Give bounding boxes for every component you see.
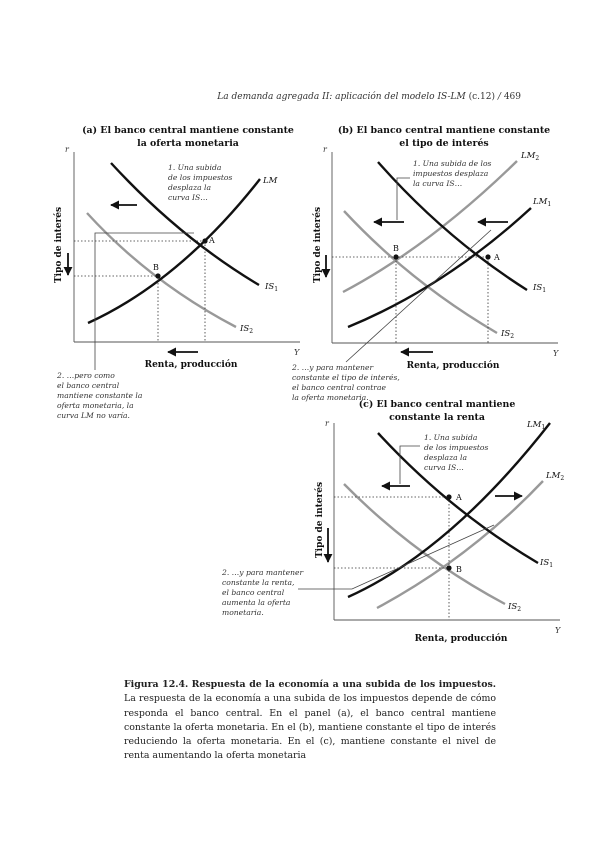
panel-b-note2 [291,363,400,402]
panel-b-lm1-label: $LM_1$ [533,197,552,208]
panel-b-note2-leader [346,230,491,362]
running-header [216,91,521,102]
panel-a-title-line1: (a) El banco central mantiene constante [82,125,294,136]
panel-c-note2-line5: monetaria. [222,608,264,617]
panel-c-r-label: r [325,419,329,428]
panel-b-lm1-curve [348,208,531,327]
panel-a-is1-label: $IS_1$ [265,282,279,293]
panel-c-y-axis-title: Tipo de interés [315,481,325,559]
panel-b-y-label: Y [553,349,559,358]
panel-b-title-line1: (b) El banco central mantiene constante [337,125,551,136]
panel-b-note2-line1: 2. …y para mantener [292,363,374,372]
panel-c-note1-line4: curva IS… [424,463,464,472]
panel-b-note1-line1: 1. Una subida de los [413,159,492,168]
panel-c-title-line1: (c) El banco central mantiene [358,399,516,410]
panel-b [291,125,559,402]
panel-a-y-label: Y [294,348,300,357]
panel-a-is2-curve [87,213,236,327]
panel-a-point-a [202,238,207,243]
panel-b-lm2-label: $LM_2$ [521,151,540,162]
panel-a-y-axis-title: Tipo de interés [54,206,64,284]
panel-b-y-axis-title: Tipo de interés [313,206,323,284]
panel-c-note2-line1: 2. …y para mantener [222,568,304,577]
panel-a-note2-line1: 2. …pero como [57,371,115,380]
panel-b-note2-line3: el banco central contrae [292,383,386,392]
panel-a-note2 [56,371,143,420]
panel-c-y-label: Y [555,626,561,635]
panel-b-note2-line2: constante el tipo de interés, [292,373,400,382]
caption-label: Figura 12.4. [124,679,189,690]
panel-a-note1-line2: de los impuestos [168,173,233,182]
panel-c-point-b-label: B [456,565,462,574]
panel-a-note1 [168,163,232,202]
panel-b-is2-label: $IS_2$ [501,329,515,340]
panel-c-lm1-label: $LM_1$ [527,420,546,431]
panel-c-note2-line4: aumenta la oferta [222,598,291,607]
panel-c-lm2-label: $LM_2$ [546,471,565,482]
panel-c-is1-label: $IS_1$ [540,558,554,569]
running-title: La demanda agregada II: aplicación del modelo IS-LM [217,92,466,102]
panel-b-title-line2: el tipo de interés [399,138,489,149]
panel-c-point-b [446,565,451,570]
panel-a-point-b-label: B [153,263,159,272]
panel-b-point-a-label: A [494,253,500,262]
panel-a-note2-line2: el banco central [57,381,120,390]
panel-a-point-b [155,273,160,278]
panel-c-note2-line2: constante la renta, [222,578,295,587]
panel-a-r-label: r [65,145,69,154]
figure-caption [124,678,496,764]
header-separator: / [497,92,501,102]
panel-a-lm-label: LM [263,176,278,186]
caption-title: Respuesta de la economía a una subida de los impuestos. [191,679,496,690]
panel-b-point-a [485,254,490,259]
panel-b-point-b-label: B [393,244,399,253]
panel-a [53,125,300,420]
panel-c-note2-line3: el banco central [222,588,285,597]
panel-b-note1-line2: impuestos desplaza [413,169,489,178]
caption-body: La respuesta de la economía a una subida de los impuestos depende de cómo responda el banco central. En el panel (a), el banco central mantiene constante la oferta monetaria. En el (b), mantiene constante el tipo de interés reduciendo la oferta monetaria. En el (c), mantiene constante el nivel de renta aumentando la oferta monetaria [124,693,496,762]
panel-a-note2-line5: curva LM no varía. [57,411,130,420]
panel-b-point-b [393,254,398,259]
panel-a-note1-line3: desplaza la [168,183,211,192]
panel-a-title-line2: la oferta monetaria [137,138,239,149]
panel-c-point-a-label: A [456,493,462,502]
panel-c-note1-line1: 1. Una subida [424,433,478,442]
panel-b-note1-line3: la curva IS… [413,179,463,188]
panel-b-is2-curve [344,211,497,333]
panel-b-note2-line4: la oferta monetaria. [292,393,369,402]
panel-b-x-axis-title: Renta, producción [406,361,500,371]
panel-c-point-a [446,494,451,499]
panel-c-note1-line2: de los impuestos [424,443,489,452]
panel-a-note2-line4: oferta monetaria, la [57,401,134,410]
panel-c-note1-line3: desplaza la [424,453,467,462]
panel-a-note1-line4: curva IS… [168,193,208,202]
panel-a-point-a-label: A [209,236,215,245]
panel-c-title-line2: constante la renta [389,412,485,423]
panel-a-note2-line3: mantiene constante la [57,391,143,400]
panel-c-note2 [221,568,303,617]
panel-a-x-axis-title: Renta, producción [144,360,238,370]
panel-c [221,399,564,644]
panel-a-note2-leader [95,233,194,370]
page-number: 469 [503,92,521,102]
chapter-ref: (c.12) [468,92,496,102]
panel-c-x-axis-title: Renta, producción [414,634,508,644]
panel-c-note1 [424,433,488,472]
panel-a-is2-label: $IS_2$ [240,324,254,335]
panel-a-note1-line1: 1. Una subida [168,163,222,172]
panel-b-r-label: r [323,145,327,154]
panel-b-is1-label: $IS_1$ [533,283,547,294]
panel-c-is2-label: $IS_2$ [508,602,522,613]
panel-b-note1 [413,159,492,188]
